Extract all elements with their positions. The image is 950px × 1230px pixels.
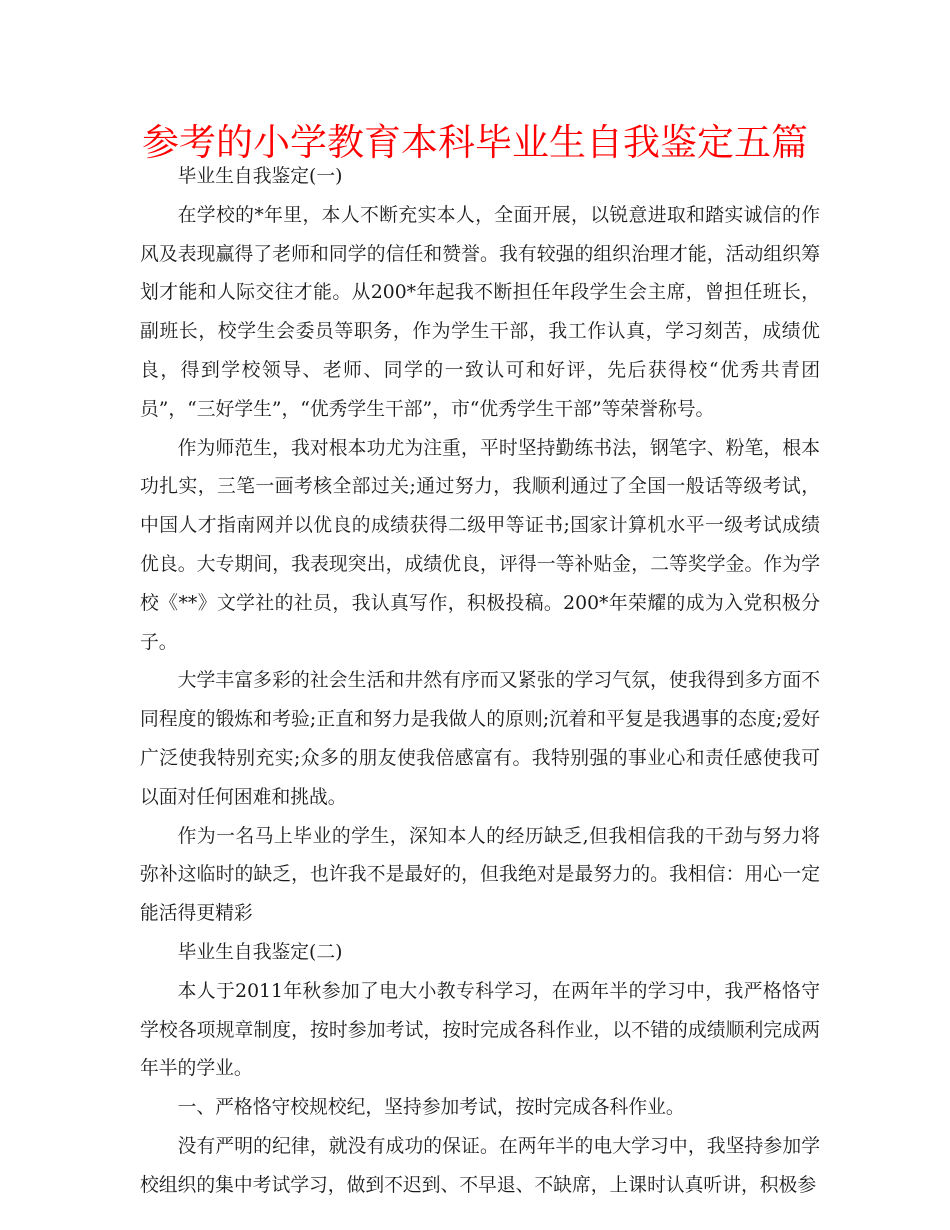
paragraph: 在学校的*年里，本人不断充实本人，全面开展，以锐意进取和踏实诚信的作风及表现赢得了老师和同学的信任和赞誉。我有较强的组织治理才能，活动组织筹划才能和人际交往才能。从200*年起我不断担任年段学生会主席，曾担任班长，副班长，校学生会委员等职务，作为学生干部，我工作认真，学习刻苦，成绩优良，得到学校领导、老师、同学的一致认可和好评，先后获得校“优秀共青团员”，“三好学生”，“优秀学生干部”，市“优秀学生干部”等荣誉称号。 xyxy=(140,204,820,420)
paragraph: 作为一名马上毕业的学生，深知本人的经历缺乏,但我相信我的干劲与努力将弥补这临时的缺乏，也许我不是最好的，但我绝对是最努力的。我相信：用心一定能活得更精彩 xyxy=(140,825,820,925)
paragraph: 本人于2011年秋参加了电大小教专科学习，在两年半的学习中，我严格恪守学校各项规章制度，按时参加考试，按时完成各科作业，以不错的成绩顺利完成两年半的学业。 xyxy=(140,980,820,1080)
paragraph: 大学丰富多彩的社会生活和井然有序而又紧张的学习气氛，使我得到多方面不同程度的锻炼和考验;正直和努力是我做人的原则;沉着和平复是我遇事的态度;爱好广泛使我特别充实;众多的朋友使我倍感富有。我特别强的事业心和责任感使我可以面对任何困难和挑战。 xyxy=(140,670,820,808)
document-body xyxy=(140,158,820,1206)
section-heading-1: 毕业生自我鉴定(一) xyxy=(177,166,343,187)
subheading: 一、严格恪守校规校纪，坚持参加考试，按时完成各科作业。 xyxy=(177,1097,685,1119)
paragraph: 没有严明的纪律，就没有成功的保证。在两年半的电大学习中，我坚持参加学校组织的集中考试学习，做到不迟到、不早退、不缺席，上课时认真听讲，积极参 xyxy=(140,1135,820,1196)
document-title: 参考的小学教育本科毕业生自我鉴定五篇 xyxy=(142,121,808,164)
paragraph: 作为师范生，我对根本功尤为注重，平时坚持勤练书法，钢笔字、粉笔，根本功扎实，三笔一画考核全部过关;通过努力，我顺利通过了全国一般话等级考试，中国人才指南网并以优良的成绩获得二级甲等证书;国家计算机水平一级考试成绩优良。大专期间，我表现突出，成绩优良，评得一等补贴金，二等奖学金。作为学校《**》文学社的社员，我认真写作，积极投稿。200*年荣耀的成为入党积极分子。 xyxy=(140,437,820,653)
section-heading-2: 毕业生自我鉴定(二) xyxy=(177,941,343,963)
